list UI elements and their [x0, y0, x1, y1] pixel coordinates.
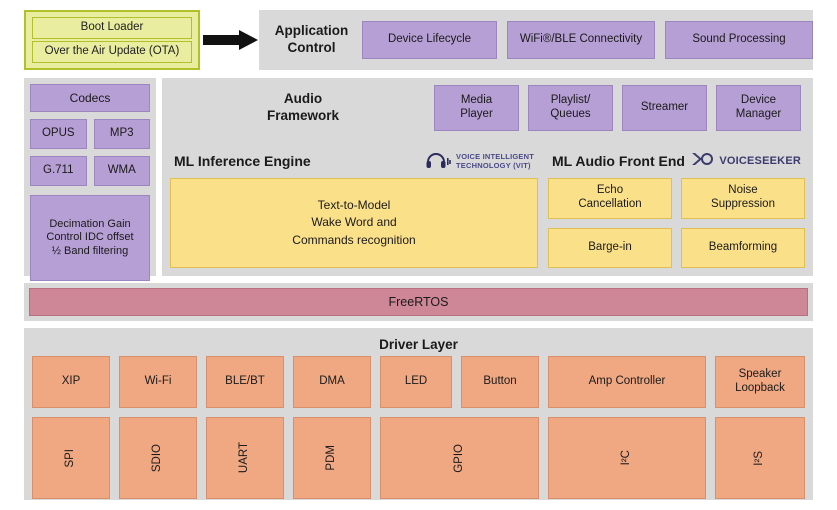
boot-group — [24, 10, 200, 70]
driver-i2c-box[interactable] — [548, 417, 706, 499]
beamforming-line1: Beamforming — [708, 240, 778, 253]
barge-in-box[interactable] — [548, 228, 672, 269]
freertos-box[interactable] — [29, 288, 808, 316]
driver-layer-top-row — [32, 356, 805, 408]
playlist-queues-line2: Queues — [550, 108, 591, 120]
playlist-queues-box[interactable] — [528, 85, 613, 131]
driver-i2s-box[interactable] — [715, 417, 805, 499]
driver-wifi-label: Wi-Fi — [144, 375, 172, 388]
noise-suppression-line1: Noise — [728, 184, 758, 197]
sound-processing-box[interactable] — [665, 21, 813, 59]
driver-uart-label: UART — [238, 442, 251, 474]
echo-cancellation-box[interactable] — [548, 178, 672, 219]
ota-update-box[interactable] — [32, 41, 192, 63]
codec-mp3-box[interactable] — [94, 119, 151, 149]
ml-inference-body-line1: Text-to-Model — [317, 197, 391, 212]
driver-gpio-box[interactable] — [380, 417, 539, 499]
driver-dma-label: DMA — [319, 375, 345, 388]
media-player-box[interactable] — [434, 85, 519, 131]
decimation-line2: Control IDC offset — [46, 231, 134, 244]
echo-cancellation-line2: Cancellation — [578, 198, 642, 211]
playlist-queues-line1: Playlist/ — [550, 94, 591, 107]
device-manager-line2: Manager — [735, 108, 782, 120]
driver-xip-box[interactable] — [32, 356, 110, 408]
driver-pdm-label: PDM — [325, 445, 338, 471]
ml-inference-engine-group — [170, 144, 538, 268]
sound-processing-label: Sound Processing — [692, 33, 786, 46]
codec-mp3-label: MP3 — [109, 127, 134, 140]
vit-logo-line2: TECHNOLOGY (VIT) — [456, 161, 531, 170]
application-control-title — [267, 23, 356, 57]
decimation-box[interactable] — [30, 195, 150, 281]
driver-amp-controller-label: Amp Controller — [588, 375, 666, 388]
streamer-box[interactable] — [622, 85, 707, 131]
ml-inference-body-box[interactable] — [170, 178, 538, 268]
codec-opus-label: OPUS — [41, 127, 75, 140]
driver-ble-bt-box[interactable] — [206, 356, 284, 408]
driver-sdio-box[interactable] — [119, 417, 197, 499]
driver-wifi-box[interactable] — [119, 356, 197, 408]
rtos-section — [24, 283, 813, 321]
codec-opus-box[interactable] — [30, 119, 87, 149]
ml-inference-body-line3: Commands recognition — [292, 232, 416, 247]
codecs-title-box[interactable] — [30, 84, 150, 112]
vit-logo-line1: VOICE INTELLIGENT — [456, 151, 534, 161]
codecs-grid — [30, 119, 150, 186]
ml-section — [162, 138, 813, 276]
device-manager-box[interactable] — [716, 85, 801, 131]
audio-framework-title-line2: Framework — [266, 108, 340, 123]
driver-button-box[interactable] — [461, 356, 539, 408]
driver-spi-box[interactable] — [32, 417, 110, 499]
noise-suppression-box[interactable] — [681, 178, 805, 219]
chevron-double-right-icon — [692, 152, 714, 171]
headphone-icon — [425, 149, 451, 174]
ml-audio-front-end-group — [548, 144, 805, 268]
vit-logo — [425, 149, 534, 174]
streamer-line1: Streamer — [640, 101, 689, 114]
application-control-title-line2: Control — [287, 40, 336, 55]
voiceseeker-logo — [692, 152, 801, 171]
voiceseeker-logo-text: VOICESEEKER — [719, 155, 801, 167]
driver-ble-bt-label: BLE/BT — [225, 375, 265, 388]
echo-cancellation-line1: Echo — [596, 184, 624, 197]
audio-framework-section — [162, 78, 813, 138]
wifi-ble-connectivity-label: WiFi®/BLE Connectivity — [519, 33, 643, 46]
media-player-line1: Media — [460, 94, 493, 107]
freertos-label: FreeRTOS — [388, 294, 449, 309]
driver-amp-controller-box[interactable] — [548, 356, 706, 408]
noise-suppression-line2: Suppression — [711, 198, 775, 211]
device-lifecycle-label: Device Lifecycle — [387, 33, 472, 46]
driver-sdio-label: SDIO — [151, 443, 164, 473]
ml-inference-header — [170, 144, 538, 178]
application-control-title-line1: Application — [274, 23, 349, 39]
codec-g711-box[interactable] — [30, 156, 87, 186]
driver-i2c-label: I²C — [620, 450, 633, 466]
audio-framework-items — [434, 85, 801, 131]
decimation-line1: Decimation Gain — [49, 218, 131, 231]
media-player-line2: Player — [460, 108, 493, 120]
driver-xip-label: XIP — [61, 375, 81, 388]
application-control-section — [259, 10, 813, 70]
driver-led-label: LED — [404, 375, 428, 388]
driver-pdm-box[interactable] — [293, 417, 371, 499]
flow-arrow-icon — [203, 30, 258, 50]
vit-logo-text — [456, 152, 534, 171]
driver-layer-title: Driver Layer — [379, 337, 458, 352]
device-manager-line1: Device — [740, 94, 777, 107]
decimation-line3: ½ Band filtering — [51, 244, 129, 257]
application-control-items — [362, 21, 813, 59]
codec-g711-label: G.711 — [43, 164, 74, 177]
driver-layer-bottom-row — [32, 417, 805, 499]
barge-in-line1: Barge-in — [588, 240, 632, 253]
boot-loader-label: Boot Loader — [80, 21, 144, 34]
ml-audio-front-end-items — [548, 178, 805, 268]
audio-framework-title — [172, 91, 434, 125]
device-lifecycle-box[interactable] — [362, 21, 497, 59]
boot-loader-box[interactable] — [32, 17, 192, 39]
driver-led-box[interactable] — [380, 356, 452, 408]
driver-uart-box[interactable] — [206, 417, 284, 499]
codecs-section — [24, 78, 156, 276]
ml-audio-front-end-title: ML Audio Front End — [552, 153, 685, 169]
driver-speaker-loopback-label: Speaker Loopback — [735, 368, 785, 394]
audio-framework-title-line1: Audio — [283, 91, 323, 107]
driver-i2s-label: I²S — [753, 450, 766, 466]
beamforming-box[interactable] — [681, 228, 805, 269]
driver-button-label: Button — [483, 375, 517, 388]
ml-audio-front-end-header — [548, 144, 805, 178]
codec-wma-label: WMA — [107, 164, 136, 177]
driver-gpio-label: GPIO — [452, 443, 465, 473]
codecs-title-label: Codecs — [69, 90, 111, 105]
ml-inference-body-line2: Wake Word and — [311, 215, 397, 230]
driver-layer-section — [24, 328, 813, 500]
wifi-ble-connectivity-box[interactable] — [507, 21, 655, 59]
ml-inference-title: ML Inference Engine — [174, 153, 311, 169]
driver-speaker-loopback-box[interactable] — [715, 356, 805, 408]
ota-update-label: Over the Air Update (OTA) — [44, 45, 180, 58]
driver-dma-box[interactable] — [293, 356, 371, 408]
driver-spi-label: SPI — [64, 448, 77, 468]
codec-wma-box[interactable] — [94, 156, 151, 186]
